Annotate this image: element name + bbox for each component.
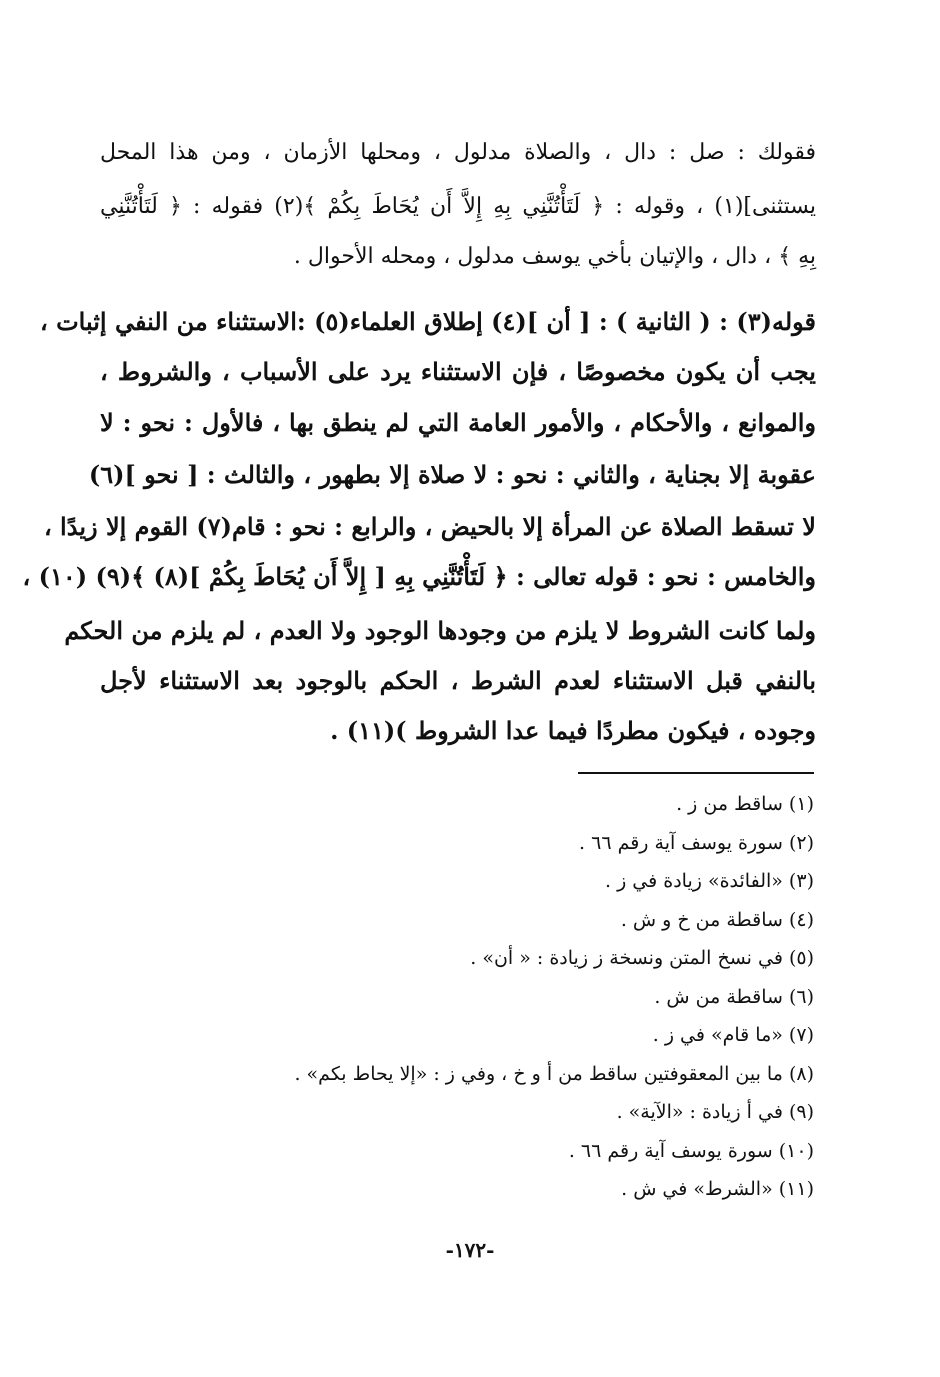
footnote: (١٠) سورة يوسف آية رقم ٦٦ .: [568, 1140, 814, 1162]
footnote: (٦) ساقطة من ش .: [654, 986, 814, 1008]
footnote: (٨) ما بين المعقوفتين ساقط من أ و خ ، وفي ز : «إلا يحاط بكم» .: [294, 1063, 814, 1085]
footnote: (١) ساقط من ز .: [676, 793, 814, 815]
footnote: (٩) في أ زيادة : «الآية» .: [616, 1101, 814, 1123]
footnote: (١١) «الشرط» في ش .: [621, 1178, 814, 1200]
text-line: بالنفي قبل الاستثناء لعدم الشرط ، الحكم بالوجود بعد الاستثناء لأجل: [100, 666, 816, 695]
text-line: والخامس : نحو : قوله تعالى : ﴿ لَتَأْتُنَّنِي بِهِ [ إِلاَّ أَن يُحَاطَ بِكُمْ ](٨) ﴾(٩) (١٠) ،: [22, 562, 816, 591]
footnote: (٤) ساقطة من خ و ش .: [620, 909, 814, 931]
footnote: (٥) في نسخ المتن ونسخة ز زيادة : « أن» .: [470, 947, 814, 969]
text-line: لا تسقط الصلاة عن المرأة إلا بالحيض ، والرابع : نحو : قام(٧) القوم إلا زيدًا ،: [43, 512, 816, 541]
text-line: عقوبة إلا بجناية ، والثاني : نحو : لا صلاة إلا بطهور ، والثالث : [ نحو ](٦): [88, 460, 816, 489]
text-line: يجب أن يكون مخصوصًا ، فإن الاستثناء يرد على الأسباب ، والشروط ،: [100, 357, 816, 386]
footnote: (٢) سورة يوسف آية رقم ٦٦ .: [579, 832, 814, 854]
text-line: فقولك : صل : دال ، والصلاة مدلول ، ومحلها الأزمان ، ومن هذا المحل: [100, 140, 816, 165]
footnote: (٣) «الفائدة» زيادة في ز .: [605, 870, 814, 892]
text-line: قوله(٣) : ( الثانية ) : [ أن ](٤) إطلاق العلماء(٥) :الاستثناء من النفي إثبات ،: [39, 307, 816, 336]
page-number: -١٧٢-: [445, 1238, 495, 1262]
text-line: والموانع ، والأحكام ، والأمور العامة التي لم ينطق بها ، فالأول : نحو : لا: [100, 408, 816, 437]
text-line: يستثنى](١) ، وقوله : ﴿ لَتَأْتُنَّنِي بِهِ إِلاَّ أَن يُحَاطَ بِكُمْ ﴾(٢) فقوله : ﴿ لَتَأْتُنَّنِي: [100, 194, 816, 219]
text-line: ولما كانت الشروط لا يلزم من وجودها الوجود ولا العدم ، لم يلزم من الحكم: [64, 616, 816, 645]
footnote-divider: [578, 772, 814, 774]
text-line: بِهِ ﴾ ، دال ، والإتيان بأخي يوسف مدلول ، ومحله الأحوال .: [293, 244, 816, 269]
footnote: (٧) «ما قام» في ز .: [652, 1024, 814, 1046]
text-line: وجوده ، فيكون مطردًا فيما عدا الشروط )(١١) .: [330, 716, 816, 745]
